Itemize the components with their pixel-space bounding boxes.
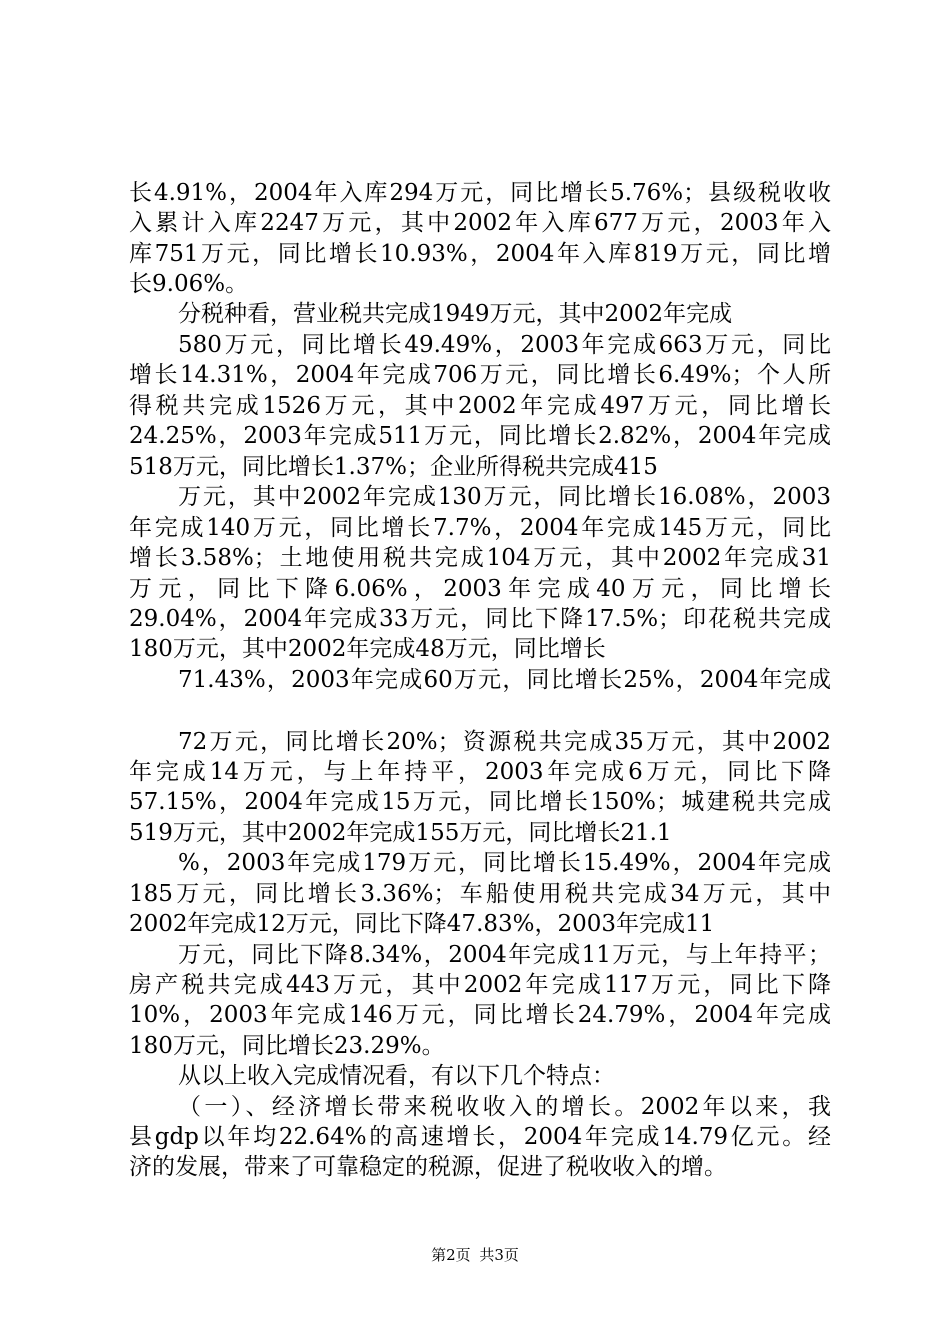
text-line: 180万元，同比增长23.29%。 — [129, 1033, 445, 1059]
text-line: 万元，同比下降6.06%，2003年完成40万元，同比增长 — [129, 576, 831, 602]
text-line: 入累计入库2247万元，其中2002年入库677万元，2003年入 — [129, 210, 831, 236]
text-line: 万元，其中2002年完成130万元，同比增长16.08%，2003 — [178, 484, 831, 510]
text-line: 长4.91%，2004年入库294万元，同比增长5.76%；县级税收收 — [129, 180, 831, 206]
text-line: 72万元，同比增长20%；资源税共完成35万元，其中2002 — [178, 729, 831, 755]
text-line: 519万元，其中2002年完成155万元，同比增长21.1 — [129, 820, 672, 846]
text-line: 增长14.31%，2004年完成706万元，同比增长6.49%；个人所 — [129, 362, 831, 388]
text-line: 得税共完成1526万元，其中2002年完成497万元，同比增长 — [129, 393, 831, 419]
text-line: 从以上收入完成情况看，有以下几个特点： — [178, 1063, 615, 1089]
text-line: 10%，2003年完成146万元，同比增长24.79%，2004年完成 — [129, 1002, 831, 1028]
text-line: 71.43%，2003年完成60万元，同比增长25%，2004年完成 — [178, 667, 831, 693]
text-line: 185万元，同比增长3.36%；车船使用税共完成34万元，其中 — [129, 881, 831, 907]
text-line: 长9.06%。 — [129, 271, 249, 297]
text-line: （一）、经济增长带来税收收入的增长。2002年以来，我 — [178, 1094, 831, 1120]
text-line: %，2003年完成179万元，同比增长15.49%，2004年完成 — [178, 850, 831, 876]
text-line: 年完成14万元，与上年持平，2003年完成6万元，同比下降 — [129, 759, 831, 785]
text-line: 2002年完成12万元，同比下降47.83%，2003年完成11 — [129, 911, 715, 937]
text-line: 库751万元，同比增长10.93%，2004年入库819万元，同比增 — [129, 241, 831, 267]
text-line: 24.25%，2003年完成511万元，同比增长2.82%，2004年完成 — [129, 423, 831, 449]
text-line: 518万元，同比增长1.37%；企业所得税共完成415 — [129, 454, 658, 480]
text-line: 分税种看，营业税共完成1949万元，其中2002年完成 — [178, 301, 733, 327]
text-line: 县gdp以年均22.64%的高速增长，2004年完成14.79亿元。经 — [129, 1124, 831, 1150]
text-line: 增长3.58%；土地使用税共完成104万元，其中2002年完成31 — [129, 545, 831, 571]
text-line: 房产税共完成443万元，其中2002年完成117万元，同比下降 — [129, 972, 831, 998]
page-total: 共3页 — [479, 1246, 519, 1264]
text-line: 580万元，同比增长49.49%，2003年完成663万元，同比 — [178, 332, 831, 358]
text-line: 济的发展，带来了可靠稳定的税源，促进了税收收入的增。 — [129, 1154, 727, 1180]
text-line: 年完成140万元，同比增长7.7%，2004年完成145万元，同比 — [129, 515, 831, 541]
text-line: 180万元，其中2002年完成48万元，同比增长 — [129, 636, 606, 662]
text-line: 万元，同比下降8.34%，2004年完成11万元，与上年持平； — [178, 942, 831, 968]
text-line: 57.15%，2004年完成15万元，同比增长150%；城建税共完成 — [129, 789, 831, 815]
text-line: 29.04%，2004年完成33万元，同比下降17.5%；印花税共完成 — [129, 606, 831, 632]
page-footer — [0, 1245, 950, 1265]
page-number: 第2页 — [431, 1246, 471, 1264]
